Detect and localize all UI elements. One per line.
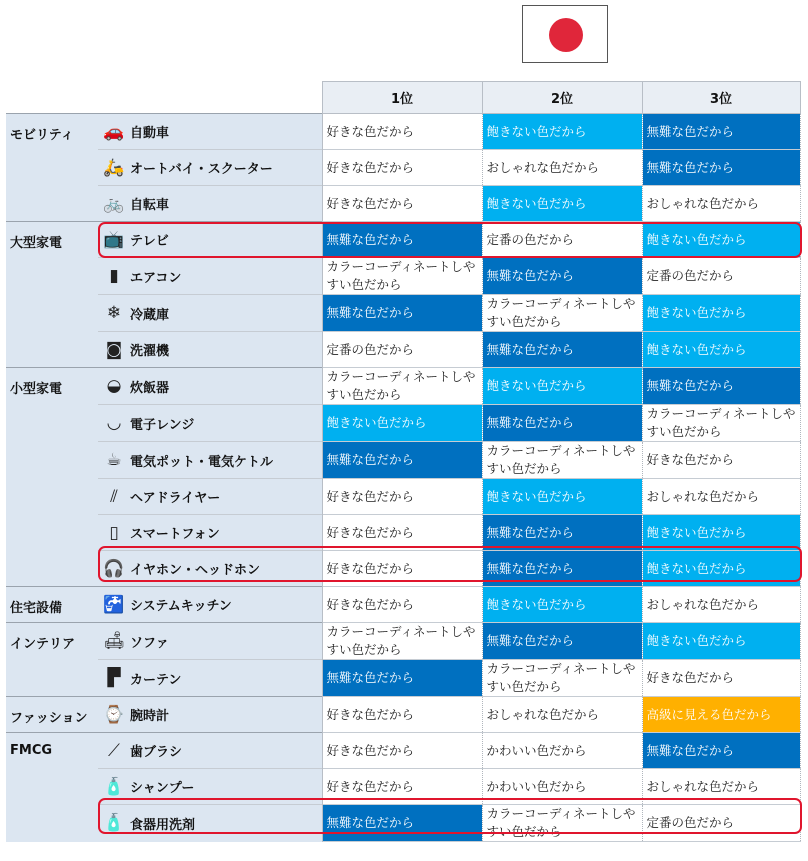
shampoo-bottle-icon: 🧴 (103, 776, 125, 797)
product-label: 自動車 (130, 114, 322, 150)
icon-cell (98, 660, 130, 697)
table-row (6, 442, 800, 479)
detergent-bottle-icon: 🧴 (103, 813, 125, 834)
rank-1-reason: 好きな色だから (322, 515, 482, 551)
header-blank-cat (6, 82, 98, 114)
table-row (6, 479, 800, 515)
rank-3-reason: 飽きない色だから (642, 295, 800, 332)
product-label: イヤホン・ヘッドホン (130, 551, 322, 587)
rank-2-reason: 無難な色だから (482, 515, 642, 551)
product-label: オートバイ・スクーター (130, 150, 322, 186)
rank-2-reason: 飽きない色だから (482, 186, 642, 222)
icon-cell (98, 442, 130, 479)
snowflake-icon: ❄ (106, 303, 122, 323)
table-row (6, 551, 800, 587)
rank-3-reason: 定番の色だから (642, 258, 800, 295)
product-label: スマートフォン (130, 515, 322, 551)
remote-control-icon: ▮ (109, 266, 119, 286)
rank-3-reason: 無難な色だから (642, 733, 800, 769)
icon-cell (98, 222, 130, 258)
microwave-icon: ◡ (106, 413, 122, 433)
category-label: モビリティ (6, 114, 98, 150)
icon-cell (98, 515, 130, 551)
category-label: 住宅設備 (6, 587, 98, 623)
product-label: 炊飯器 (130, 368, 322, 405)
japan-flag-icon (522, 5, 608, 63)
rank-3-reason: 無難な色だから (642, 150, 800, 186)
wristwatch-icon: ⌚ (103, 704, 125, 725)
rank-3-reason: 無難な色だから (642, 114, 800, 150)
icon-cell (98, 697, 130, 733)
rank-1-reason: 好きな色だから (322, 479, 482, 515)
table-row (6, 515, 800, 551)
rank-1-reason: 無難な色だから (322, 805, 482, 842)
icon-cell (98, 623, 130, 660)
product-label: 電子レンジ (130, 405, 322, 442)
product-label: 腕時計 (130, 697, 322, 733)
rank-3-reason: カラーコーディネートしやすい色だから (642, 405, 800, 442)
color-reason-ranking-table (6, 81, 801, 842)
rank-2-reason: 無難な色だから (482, 623, 642, 660)
header-rank-2: 2位 (482, 82, 642, 114)
category-label (6, 805, 98, 842)
icon-cell (98, 258, 130, 295)
header-blank-icon (98, 82, 130, 114)
header-row (6, 82, 800, 114)
table-row (6, 295, 800, 332)
category-label: 大型家電 (6, 222, 98, 258)
rank-2-reason: かわいい色だから (482, 769, 642, 805)
product-label: 電気ポット・電気ケトル (130, 442, 322, 479)
category-label (6, 258, 98, 295)
rank-1-reason: 好きな色だから (322, 150, 482, 186)
category-label (6, 660, 98, 697)
category-label (6, 442, 98, 479)
icon-cell (98, 769, 130, 805)
rank-1-reason: 好きな色だから (322, 587, 482, 623)
toothbrush-icon: ⟋ (108, 740, 120, 761)
table-row (6, 368, 800, 405)
rank-3-reason: 飽きない色だから (642, 222, 800, 258)
rank-2-reason: 無難な色だから (482, 405, 642, 442)
table-row (6, 623, 800, 660)
rank-1-reason: 好きな色だから (322, 114, 482, 150)
hair-dryer-icon: ⫽ (110, 486, 118, 507)
rank-2-reason: カラーコーディネートしやすい色だから (482, 805, 642, 842)
rank-2-reason: 無難な色だから (482, 332, 642, 368)
rank-3-reason: 無難な色だから (642, 368, 800, 405)
kitchen-faucet-icon: 🚰 (103, 594, 125, 615)
product-label: シャンプー (130, 769, 322, 805)
rank-3-reason: おしゃれな色だから (642, 587, 800, 623)
rank-3-reason: 飽きない色だから (642, 332, 800, 368)
rank-2-reason: おしゃれな色だから (482, 697, 642, 733)
sofa-icon: 🛋 (103, 631, 125, 651)
icon-cell (98, 114, 130, 150)
category-label (6, 295, 98, 332)
table-row (6, 405, 800, 442)
rank-1-reason: 好きな色だから (322, 733, 482, 769)
table-row (6, 733, 800, 769)
icon-cell (98, 295, 130, 332)
rank-2-reason: 飽きない色だから (482, 114, 642, 150)
product-label: 食器用洗剤 (130, 805, 322, 842)
icon-cell (98, 332, 130, 368)
tv-icon: 📺 (103, 229, 125, 250)
washing-machine-icon: ◙ (105, 339, 123, 360)
category-label (6, 405, 98, 442)
rank-1-reason: 飽きない色だから (322, 405, 482, 442)
product-label: 自転車 (130, 186, 322, 222)
rank-2-reason: おしゃれな色だから (482, 150, 642, 186)
table-row (6, 769, 800, 805)
rank-3-reason: 高級に見える色だから (642, 697, 800, 733)
table-row (6, 222, 800, 258)
header-rank-1: 1位 (322, 82, 482, 114)
earphones-icon: 🎧 (103, 558, 125, 579)
category-label: ファッション (6, 697, 98, 733)
kettle-icon: ☕ (106, 450, 122, 470)
table-row (6, 114, 800, 150)
rank-3-reason: 好きな色だから (642, 660, 800, 697)
icon-cell (98, 587, 130, 623)
rank-3-reason: おしゃれな色だから (642, 769, 800, 805)
table-row (6, 332, 800, 368)
rice-cooker-icon: ◒ (106, 376, 122, 396)
rank-1-reason: 無難な色だから (322, 442, 482, 479)
table-body (6, 114, 800, 842)
rank-2-reason: カラーコーディネートしやすい色だから (482, 442, 642, 479)
rank-3-reason: 好きな色だから (642, 442, 800, 479)
category-label (6, 551, 98, 587)
bicycle-icon: 🚲 (103, 193, 125, 214)
rank-2-reason: 飽きない色だから (482, 368, 642, 405)
category-label (6, 186, 98, 222)
icon-cell (98, 551, 130, 587)
rank-2-reason: カラーコーディネートしやすい色だから (482, 660, 642, 697)
rank-1-reason: カラーコーディネートしやすい色だから (322, 623, 482, 660)
rank-3-reason: 飽きない色だから (642, 515, 800, 551)
rank-2-reason: カラーコーディネートしやすい色だから (482, 295, 642, 332)
car-icon: 🚗 (103, 121, 125, 142)
rank-1-reason: カラーコーディネートしやすい色だから (322, 368, 482, 405)
rank-2-reason: 無難な色だから (482, 551, 642, 587)
product-label: 冷蔵庫 (130, 295, 322, 332)
table-row (6, 186, 800, 222)
rank-3-reason: 飽きない色だから (642, 551, 800, 587)
rank-2-reason: かわいい色だから (482, 733, 642, 769)
product-label: ソファ (130, 623, 322, 660)
rank-1-reason: カラーコーディネートしやすい色だから (322, 258, 482, 295)
table-row (6, 258, 800, 295)
category-label (6, 150, 98, 186)
table-row (6, 805, 800, 842)
header-blank-item (130, 82, 322, 114)
rank-2-reason: 飽きない色だから (482, 479, 642, 515)
rank-1-reason: 好きな色だから (322, 697, 482, 733)
table-row (6, 697, 800, 733)
icon-cell (98, 405, 130, 442)
rank-1-reason: 無難な色だから (322, 295, 482, 332)
icon-cell (98, 805, 130, 842)
rank-1-reason: 無難な色だから (322, 222, 482, 258)
curtain-icon: ▛ (107, 668, 121, 688)
rank-2-reason: 無難な色だから (482, 258, 642, 295)
rank-2-reason: 飽きない色だから (482, 587, 642, 623)
category-label (6, 769, 98, 805)
motorcycle-icon: 🛵 (103, 157, 125, 178)
table-row (6, 587, 800, 623)
rank-3-reason: 定番の色だから (642, 805, 800, 842)
rank-1-reason: 好きな色だから (322, 769, 482, 805)
rank-1-reason: 好きな色だから (322, 551, 482, 587)
category-label: インテリア (6, 623, 98, 660)
product-label: 歯ブラシ (130, 733, 322, 769)
rank-2-reason: 定番の色だから (482, 222, 642, 258)
icon-cell (98, 479, 130, 515)
category-label (6, 515, 98, 551)
smartphone-icon: ▯ (109, 522, 119, 543)
flag-red-circle (549, 18, 583, 52)
category-label (6, 332, 98, 368)
rank-1-reason: 無難な色だから (322, 660, 482, 697)
product-label: エアコン (130, 258, 322, 295)
product-label: 洗濯機 (130, 332, 322, 368)
table-row (6, 150, 800, 186)
icon-cell (98, 368, 130, 405)
product-label: テレビ (130, 222, 322, 258)
rank-3-reason: 飽きない色だから (642, 623, 800, 660)
rank-1-reason: 定番の色だから (322, 332, 482, 368)
product-label: カーテン (130, 660, 322, 697)
product-label: システムキッチン (130, 587, 322, 623)
icon-cell (98, 733, 130, 769)
rank-3-reason: おしゃれな色だから (642, 186, 800, 222)
table-row (6, 660, 800, 697)
rank-3-reason: おしゃれな色だから (642, 479, 800, 515)
icon-cell (98, 186, 130, 222)
rank-1-reason: 好きな色だから (322, 186, 482, 222)
category-label: FMCG (6, 733, 98, 769)
category-label: 小型家電 (6, 368, 98, 405)
product-label: ヘアドライヤー (130, 479, 322, 515)
icon-cell (98, 150, 130, 186)
category-label (6, 479, 98, 515)
header-rank-3: 3位 (642, 82, 800, 114)
